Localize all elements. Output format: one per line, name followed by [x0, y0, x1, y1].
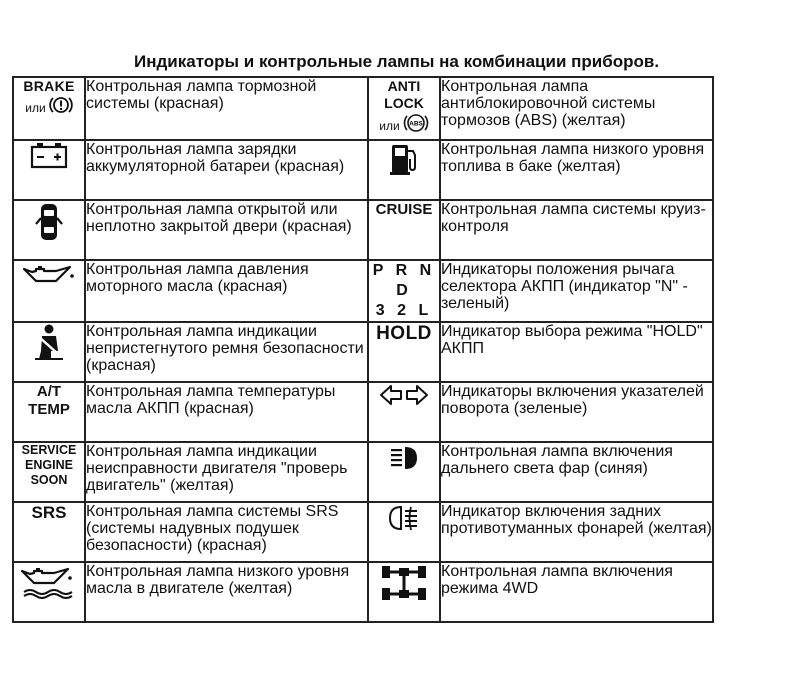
icon-cell [13, 442, 85, 502]
description-cell: Контрольная лампа включения дальнего света фар (синяя) [440, 442, 713, 502]
soon-label: SOON [30, 473, 68, 487]
table-row [13, 260, 713, 322]
icon-cell [368, 200, 440, 260]
brake-label: BRAKE [23, 78, 75, 94]
description-cell: Контрольная лампа системы SRS (системы надувных подушек безопасности) (красная) [85, 502, 368, 562]
icon-cell [368, 442, 440, 502]
icon-cell [368, 77, 440, 140]
description-cell: Индикатор включения задних противотуманных фонарей (желтая) [440, 502, 713, 562]
temp-label: TEMP [28, 401, 70, 418]
turn-signal-arrows-icon [379, 394, 429, 411]
table-row [13, 140, 713, 200]
icon-cell [368, 322, 440, 382]
description-cell: Контрольная лампа температуры масла АКПП (красная) [85, 382, 368, 442]
high-beam-icon [387, 460, 421, 477]
icon-cell [368, 502, 440, 562]
oil-level-icon [20, 586, 78, 603]
or-label: или [379, 118, 400, 133]
description-cell: Контрольная лампа тормозной системы (красная) [85, 77, 368, 140]
table-row [13, 200, 713, 260]
table-row [13, 502, 713, 562]
description-cell: Контрольная лампа низкого уровня масла в двигателе (желтая) [85, 562, 368, 622]
engine-label: ENGINE [25, 458, 73, 472]
brake-circle-icon [49, 94, 73, 121]
icon-cell [368, 562, 440, 622]
description-cell: Индикаторы положения рычага селектора АКПП (индикатор "N" - зеленый) [440, 260, 713, 322]
4wd-drivetrain-icon [378, 590, 430, 607]
description-cell: Индикатор выбора режима "HOLD" АКПП [440, 322, 713, 382]
srs-label: SRS [31, 503, 67, 522]
table-row [13, 382, 713, 442]
battery-icon [29, 156, 69, 173]
icon-cell [368, 382, 440, 442]
table-row [13, 442, 713, 502]
cruise-label: CRUISE [375, 201, 433, 218]
table-row [13, 322, 713, 382]
icon-cell [13, 200, 85, 260]
description-cell: Контрольная лампа индикации неисправности двигателя "проверь двигатель" (желтая) [85, 442, 368, 502]
svg-text:ABS: ABS [408, 120, 423, 128]
service-label: SERVICE [21, 443, 77, 457]
icon-cell [13, 562, 85, 622]
gear-321-label: 3 2 L [375, 302, 433, 319]
description-cell: Индикаторы включения указателей поворота (зеленые) [440, 382, 713, 442]
fuel-pump-icon [387, 164, 421, 181]
icon-cell [368, 140, 440, 200]
description-cell: Контрольная лампа открытой или неплотно закрытой двери (красная) [85, 200, 368, 260]
lock-label: LOCK [384, 95, 424, 111]
abs-icon [403, 112, 429, 139]
car-door-open-icon [34, 230, 64, 247]
seatbelt-icon [31, 350, 67, 367]
prnd-label: P R N D [372, 262, 436, 299]
oil-can-icon [22, 274, 76, 291]
description-cell: Контрольная лампа индикации непристегнутого ремня безопасности (красная) [85, 322, 368, 382]
indicator-table [12, 76, 714, 623]
description-cell: Контрольная лампа зарядки аккумуляторной батареи (красная) [85, 140, 368, 200]
icon-cell [13, 260, 85, 322]
icon-cell [13, 502, 85, 562]
description-cell: Контрольная лампа антиблокировочной системы тормозов (ABS) (желтая) [440, 77, 713, 140]
page-title: Индикаторы и контрольные лампы на комбинации приборов. [134, 52, 660, 71]
description-cell: Контрольная лампа системы круиз-контроля [440, 200, 713, 260]
table-row [13, 77, 713, 140]
or-label: или [25, 100, 46, 115]
anti-label: ANTI [387, 78, 421, 94]
hold-label: HOLD [376, 323, 432, 344]
description-cell: Контрольная лампа давления моторного масла (красная) [85, 260, 368, 322]
icon-cell [13, 77, 85, 140]
at-label: A/T [36, 383, 62, 400]
table-row [13, 562, 713, 622]
icon-cell [13, 140, 85, 200]
icon-cell [368, 260, 440, 322]
rear-fog-icon [387, 520, 421, 537]
description-cell: Контрольная лампа включения режима 4WD [440, 562, 713, 622]
icon-cell [13, 382, 85, 442]
description-cell: Контрольная лампа низкого уровня топлива в баке (желтая) [440, 140, 713, 200]
icon-cell [13, 322, 85, 382]
